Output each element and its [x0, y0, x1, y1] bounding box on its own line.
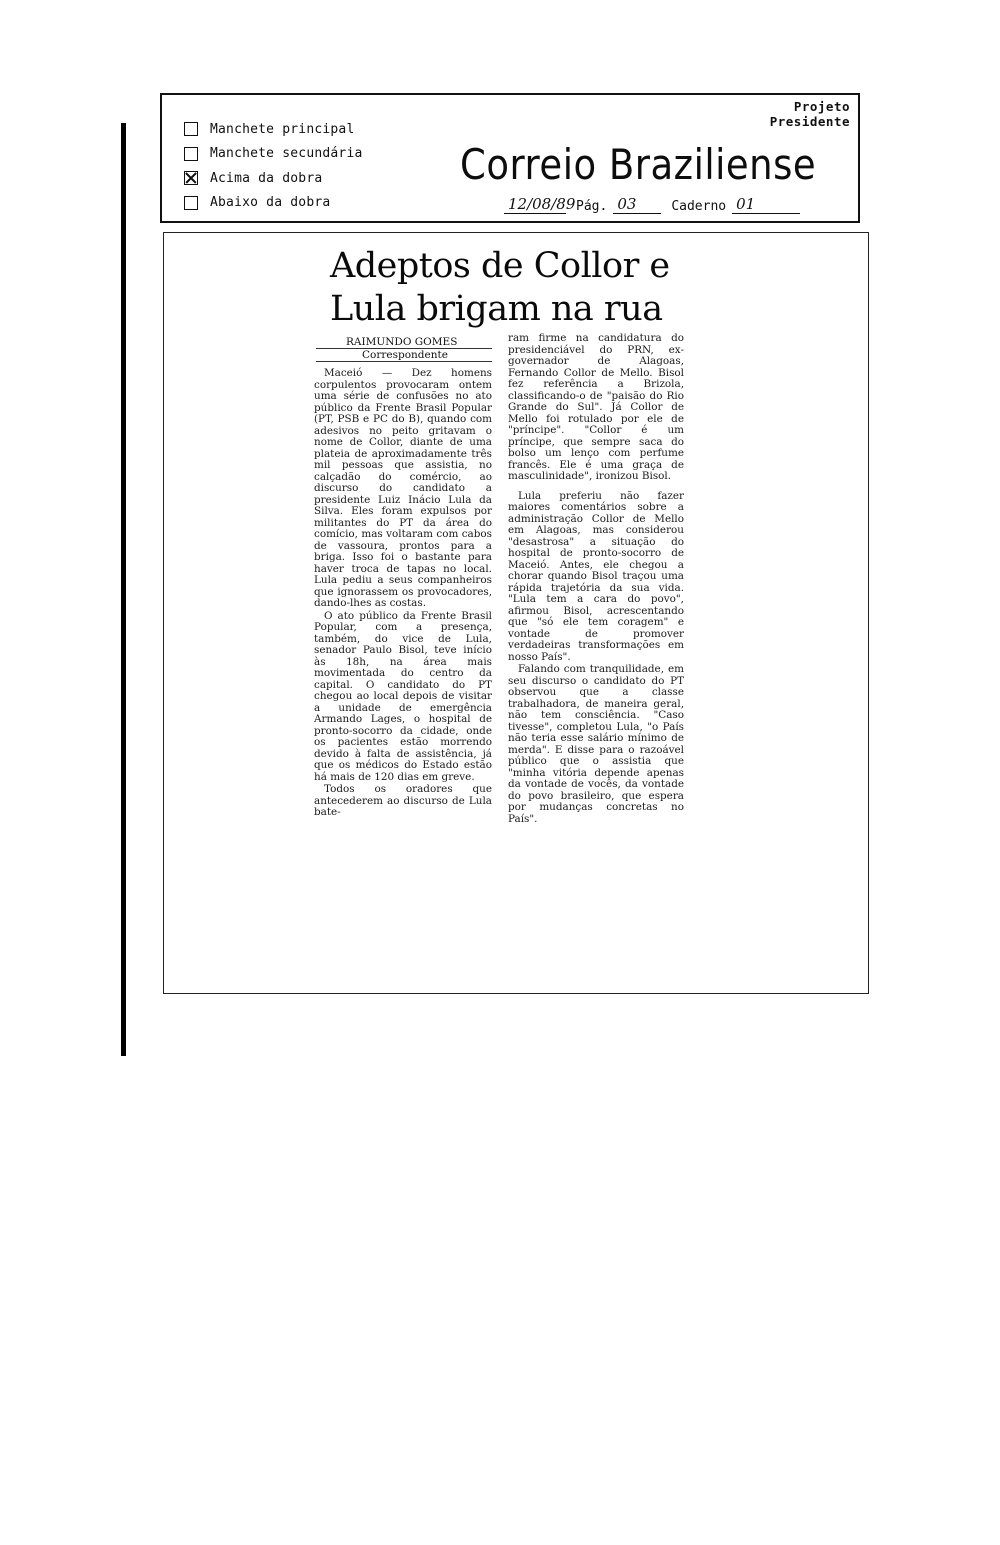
author-role: Correspondente: [316, 349, 492, 362]
checkbox-manchete-secundaria[interactable]: [184, 147, 198, 161]
pag-label: Pág.: [576, 199, 608, 214]
headline-line2: Lula brigam na rua: [330, 289, 663, 329]
checkbox-manchete-principal[interactable]: [184, 122, 198, 136]
paragraph: Falando com tranquilidade, em seu discurso o candidato do PT observou que a classe trabalhadora, de maneira geral, não tem consciência. "Caso tivesse", completou Lula, "o País não teria esse salário mínimo de merda". E disse para o razoável público que o assistia que "minha vitória depende apenas da vontade de vocês, da vontade do povo brasileiro, que espera por mudanças concretas no País".: [508, 663, 684, 825]
check-row-manchete-principal: [184, 117, 363, 142]
date-value: 12/08/89: [504, 195, 566, 214]
project-label-line2: Presidente: [769, 114, 850, 129]
checkbox-label: Manchete secundária: [210, 146, 363, 162]
project-label-line1: Projeto: [793, 99, 850, 114]
placement-checklist: [184, 117, 363, 215]
author-name: RAIMUNDO GOMES: [316, 336, 492, 349]
clipping-meta-line: [504, 195, 800, 214]
checkbox-label: Abaixo da dobra: [210, 195, 331, 211]
byline: [316, 336, 492, 362]
article-column-2: [508, 333, 684, 825]
checkbox-label: Acima da dobra: [210, 170, 323, 186]
headline-line1: Adeptos de Collor e: [330, 246, 670, 286]
paragraph: Maceió — Dez homens corpulentos provocaram ontem uma série de confusões no ato público da Frente Brasil Popular (PT, PSB e PC do B), quando com adesivos no peito gritavam o nome de Collor, diante de uma plateia de aproximadamente três mil pessoas que assistia, no calçadão do comércio, ao discurso do candidato a presidente Luiz Inácio Lula da Silva. Eles foram expulsos por militantes do PT da área do comício, mas voltaram com cabos de vassoura, prontos para a briga. Isso foi o bastante para haver troca de tapas no local. Lula pediu a seus companheiros que ignorassem os provocadores, dando-lhes as costas.: [314, 367, 492, 609]
checkbox-label: Manchete principal: [210, 121, 355, 137]
checkbox-acima-da-dobra[interactable]: [184, 171, 198, 185]
article-column-1: [314, 368, 492, 819]
caderno-value: 01: [732, 195, 800, 214]
scan-edge-bar: [121, 123, 126, 1056]
pag-value: 03: [613, 195, 661, 214]
paragraph: Todos os oradores que antecederem ao discurso de Lula bate-: [314, 783, 492, 818]
check-row-manchete-secundaria: [184, 142, 363, 167]
article-clipping: [163, 232, 869, 994]
caderno-label: Caderno: [671, 199, 727, 214]
check-row-acima-da-dobra: [184, 166, 363, 191]
paragraph: O ato público da Frente Brasil Popular, com a presença, também, do vice de Lula, senador Paulo Bisol, teve início às 18h, na área mais movimentada do centro da capital. O candidato do PT chegou ao local depois de visitar a unidade de emergência Armando Lages, o hospital de pronto-socorro da cidade, onde os pacientes estão morrendo devido à falta de assistência, já que os médicos do Estado estão há mais de 120 dias em greve.: [314, 609, 492, 783]
checkbox-abaixo-da-dobra[interactable]: [184, 196, 198, 210]
clipping-form-header: [160, 93, 860, 223]
project-label: [770, 99, 850, 129]
paragraph: ram firme na candidatura do presidenciável do PRN, ex-governador de Alagoas, Fernando Collor de Mello. Bisol fez referência a Brizola, classificando-o de "paisão do Rio Grande do Sul". Já Collor de Mello foi rotulado por ele de "príncipe". "Collor é um príncipe, que sempre saca do bolso um lenço com perfume francês. Ele é uma graça de masculinidade", ironizou Bisol.: [508, 332, 684, 482]
article-headline: [330, 245, 670, 331]
check-row-abaixo-da-dobra: [184, 191, 363, 216]
newspaper-name: Correio Braziliense: [460, 141, 817, 190]
paragraph: Lula preferiu não fazer maiores comentários sobre a administração Collor de Mello em Alagoas, mas considerou "desastrosa" a situação do hospital de pronto-socorro de Maceió. Antes, ele chegou a chorar quando Bisol traçou uma rápida trajetória da sua vida. "Lula tem a cara do povo", afirmou Bisol, acrescentando que "só ele tem coragem" e vontade de promover verdadeiras transformações em nosso País".: [508, 489, 684, 663]
